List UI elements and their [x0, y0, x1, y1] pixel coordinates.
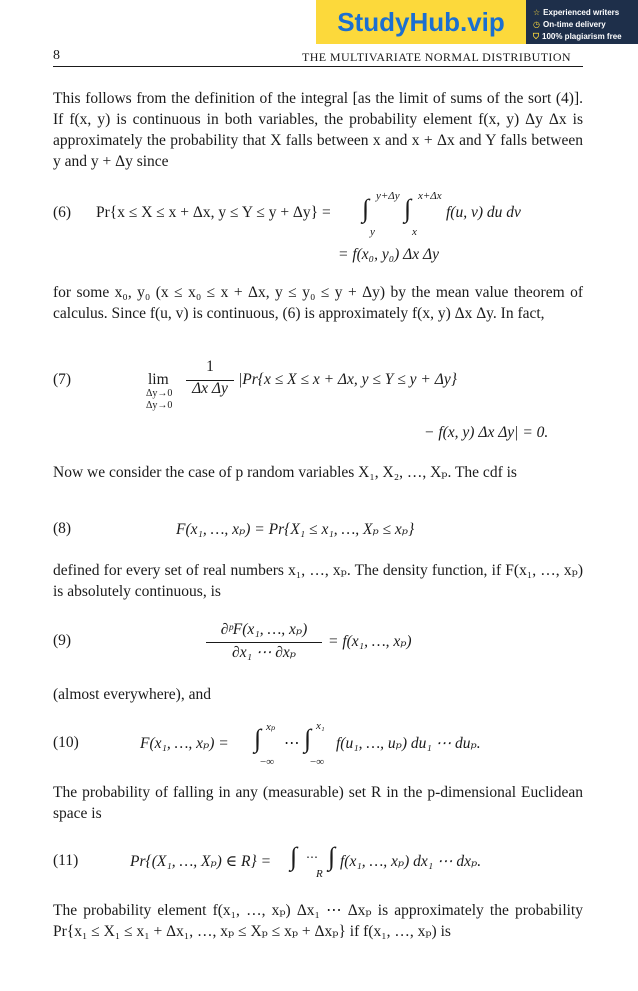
equation-body: F(x₁, …, xₚ) = Pr{X₁ ≤ x₁, …, Xₚ ≤ xₚ} [176, 521, 415, 538]
feature-item: ☆ Experienced writers [533, 8, 620, 17]
integral-sign: ∫ [304, 724, 312, 753]
integral-sign: ∫ [328, 842, 336, 871]
header-rule [53, 66, 583, 67]
limit-subscript: Δy→0 [146, 388, 173, 399]
equation-line: = f(x₀, y₀) Δx Δy [338, 246, 439, 263]
ellipsis: ⋯ [306, 850, 318, 864]
integral-sign: ∫ [290, 842, 298, 871]
feature-item: ⛉ 100% plagiarism free [533, 32, 622, 41]
studyhub-logo[interactable]: StudyHub.vip [316, 0, 526, 44]
integral-sign: ∫ [254, 724, 262, 753]
clock-icon: ◷ [533, 20, 540, 29]
equation-number: (8) [53, 520, 72, 537]
upper-limit: x₁ [316, 720, 325, 732]
lower-limit: −∞ [310, 756, 325, 768]
shield-icon: ⛉ [533, 32, 539, 41]
fraction-denominator: ∂x₁ ⋯ ∂xₚ [232, 644, 296, 661]
paragraph: Now we consider the case of p random variables X₁, X₂, …, Xₚ. The cdf is [53, 464, 517, 481]
page-number: 8 [53, 48, 60, 63]
region-subscript: R [316, 868, 323, 880]
lower-limit: y [370, 226, 375, 238]
limit-operator: lim [148, 371, 169, 388]
integral-sign: ∫ [404, 194, 412, 223]
lower-limit: x [412, 226, 417, 238]
ellipsis: ⋯ [284, 735, 300, 752]
equation-line: − f(x, y) Δx Δy| = 0. [424, 424, 549, 441]
integrand: f(x₁, …, xₚ) dx₁ ⋯ dxₚ. [340, 853, 482, 870]
equation-lhs: F(x₁, …, xₚ) = [140, 735, 229, 752]
paragraph: for some x₀, y₀ (x ≤ x₀ ≤ x + Δx, y ≤ y₀ ≤ y + Δy) by the mean value theorem of calculus. Since f(u, v) is continuous, (6) is approximately f(x, y) Δx Δy. In fact, [53, 284, 583, 322]
fraction-numerator: 1 [206, 358, 214, 375]
integrand: f(u, v) du dv [446, 204, 521, 221]
fraction-denominator: Δx Δy [192, 380, 228, 397]
paragraph: defined for every set of real numbers x₁, …, xₚ. The density function, if F(x₁, …, xₚ) is absolutely continuous, is [53, 562, 583, 600]
limit-subscript: Δy→0 [146, 400, 173, 411]
paragraph: (almost everywhere), and [53, 686, 211, 703]
equation-body: |Pr{x ≤ X ≤ x + Δx, y ≤ Y ≤ y + Δy} [238, 371, 457, 388]
feature-item: ◷ On-time delivery [533, 20, 606, 29]
equation-number: (7) [53, 371, 72, 388]
integral-sign: ∫ [362, 194, 370, 223]
star-icon: ☆ [533, 8, 541, 17]
upper-limit: xₚ [266, 721, 276, 733]
running-head: THE MULTIVARIATE NORMAL DISTRIBUTION [302, 50, 571, 64]
equation-number: (9) [53, 632, 72, 649]
lower-limit: −∞ [260, 756, 275, 768]
equation-number: (11) [53, 852, 79, 869]
equation-lhs: Pr{x ≤ X ≤ x + Δx, y ≤ Y ≤ y + Δy} = [96, 204, 331, 221]
fraction-numerator: ∂ᵖF(x₁, …, xₚ) [220, 621, 308, 638]
paragraph: This follows from the definition of the integral [as the limit of sums of the sort (4)]. If f(x, y) is continuous in both variables, the probability element f(x, y) Δy Δx is approximately the probability that X falls between x and x + Δx and Y falls between y and y + Δy since [53, 90, 583, 170]
equation-lhs: Pr{(X₁, …, Xₚ) ∈ R} = [130, 853, 272, 870]
equation-rhs: = f(x₁, …, xₚ) [328, 633, 412, 650]
paragraph: The probability of falling in any (measurable) set R in the p-dimensional Euclidean space is [53, 784, 583, 822]
equation-number: (6) [53, 204, 72, 221]
upper-limit: y+Δy [376, 190, 400, 202]
upper-limit: x+Δx [418, 190, 442, 202]
integrand: f(u₁, …, uₚ) du₁ ⋯ duₚ. [336, 735, 481, 752]
paragraph: The probability element f(x₁, …, xₚ) Δx₁ ⋯ Δxₚ is approximately the probability Pr{x₁ ≤ X₁ ≤ x₁ + Δx₁, …, xₚ ≤ Xₚ ≤ xₚ + Δxₚ} if f(x₁, …, xₚ) is [53, 902, 583, 940]
equation-number: (10) [53, 734, 79, 751]
